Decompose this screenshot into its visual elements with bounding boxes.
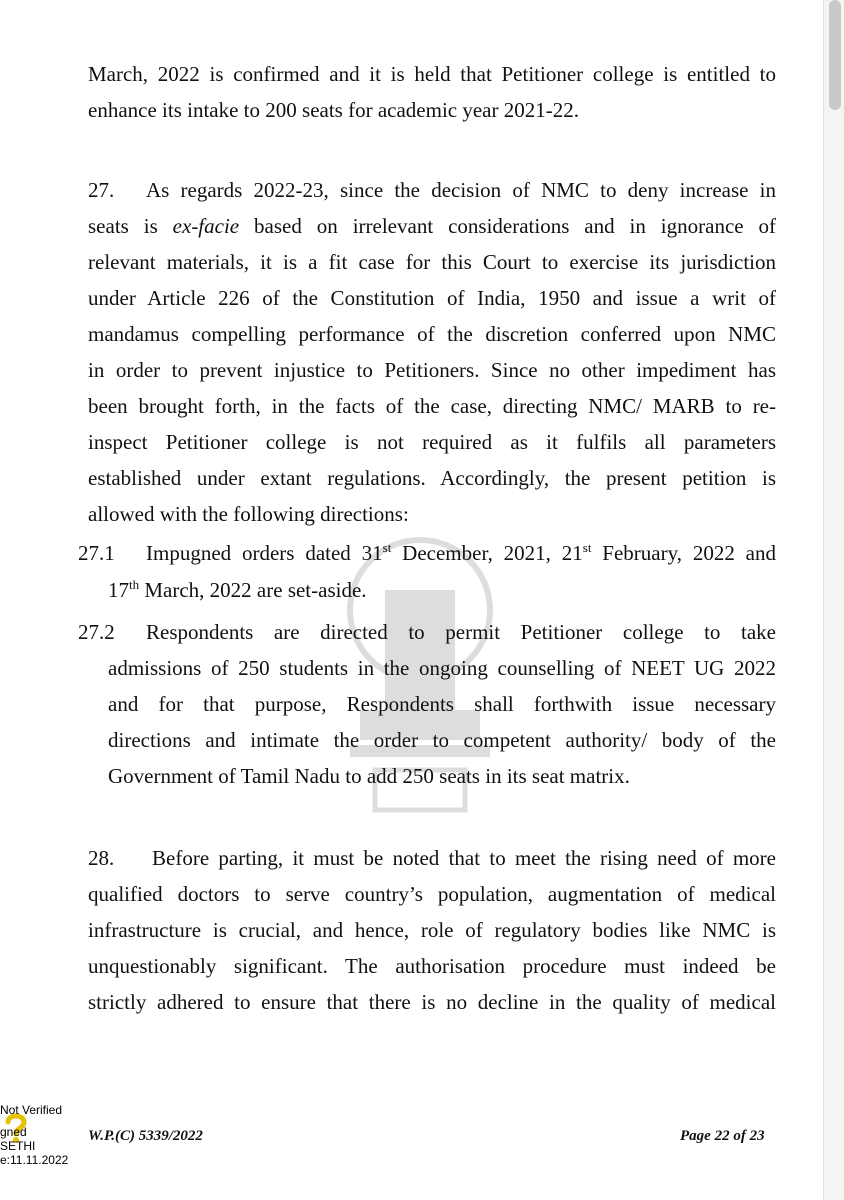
- p27-1-line-2: 17th March, 2022 are set-aside.: [108, 577, 367, 602]
- p27-line-1: As regards 2022-23, since the decision of NMC to deny increase in: [146, 178, 776, 202]
- p28-line-5: strictly adhered to ensure that there is no decline in the quality of medical: [88, 990, 776, 1014]
- p27-line-5: mandamus compelling performance of the discretion conferred upon NMC: [88, 322, 776, 346]
- signature-name: SETHI: [0, 1139, 36, 1153]
- p27-line-10: allowed with the following directions:: [88, 502, 409, 526]
- p28-number: 28.: [88, 846, 115, 870]
- p26-line-2: enhance its intake to 200 seats for academic year 2021-22.: [88, 98, 579, 122]
- signature-status: Not Verified: [0, 1103, 63, 1117]
- p27-line-2: seats is ex-facie based on irrelevant considerations and in ignorance of: [88, 214, 776, 238]
- p27-2-line-3: and for that purpose, Respondents shall forthwith issue necessary: [108, 692, 776, 716]
- p27-2-line-2: admissions of 250 students in the ongoing counselling of NEET UG 2022: [108, 656, 776, 680]
- p27-2-line-4: directions and intimate the order to competent authority/ body of the: [108, 728, 776, 752]
- vertical-scrollbar[interactable]: [823, 0, 844, 1200]
- p28-line-4: unquestionably significant. The authorisation procedure must indeed be: [88, 954, 776, 978]
- p27-line-6: in order to prevent injustice to Petitioners. Since no other impediment has: [88, 358, 776, 382]
- p27-1-number: 27.1: [78, 541, 115, 565]
- p27-2-number: 27.2: [78, 620, 115, 644]
- signature-signed: gned: [0, 1125, 27, 1139]
- p27-number: 27.: [88, 178, 115, 202]
- scrollbar-thumb[interactable]: [829, 0, 841, 110]
- p27-line-3: relevant materials, it is a fit case for this Court to exercise its jurisdiction: [88, 250, 776, 274]
- p28-line-3: infrastructure is crucial, and hence, role of regulatory bodies like NMC is: [88, 918, 776, 942]
- p26-line-1: March, 2022 is confirmed and it is held that Petitioner college is entitled to: [88, 62, 776, 86]
- p27-2-line-1: Respondents are directed to permit Petitioner college to take: [146, 620, 776, 644]
- footer-page-number: Page 22 of 23: [680, 1128, 765, 1144]
- p27-2-line-5: Government of Tamil Nadu to add 250 seats in its seat matrix.: [108, 764, 630, 788]
- p27-1-line-1: Impugned orders dated 31st December, 2021, 21st February, 2022 and: [146, 540, 776, 565]
- p27-line-8: inspect Petitioner college is not required as it fulfils all parameters: [88, 430, 776, 454]
- p27-line-9: established under extant regulations. Accordingly, the present petition is: [88, 466, 776, 490]
- signature-date: e:11.11.2022: [0, 1153, 69, 1167]
- p27-line-4: under Article 226 of the Constitution of India, 1950 and issue a writ of: [88, 286, 776, 310]
- p28-line-2: qualified doctors to serve country’s population, augmentation of medical: [88, 882, 776, 906]
- p27-line-7: been brought forth, in the facts of the case, directing NMC/ MARB to re-: [88, 394, 776, 418]
- p28-line-1: Before parting, it must be noted that to meet the rising need of more: [152, 846, 776, 870]
- digital-signature-stamp: [0, 1103, 78, 1167]
- footer-case-number: W.P.(C) 5339/2022: [88, 1128, 203, 1144]
